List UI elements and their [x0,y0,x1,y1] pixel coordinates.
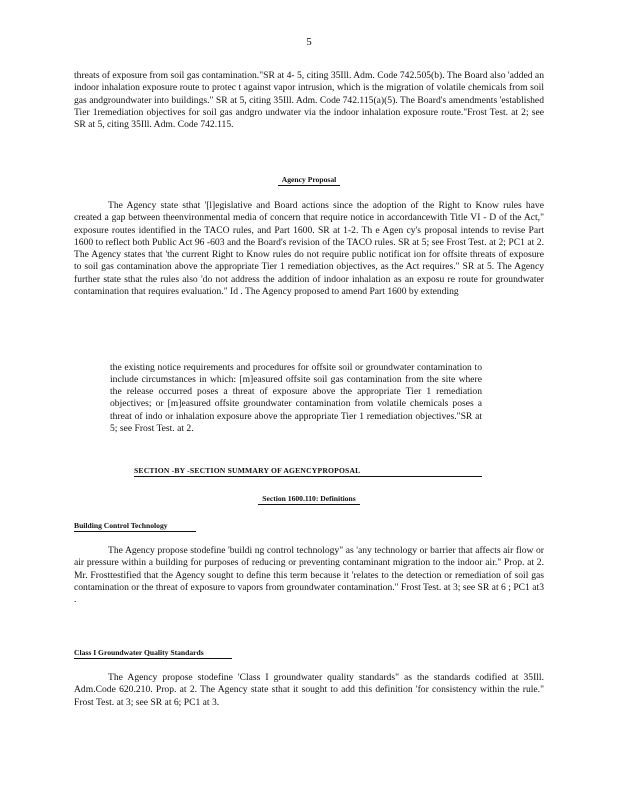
agency-proposal-quote: the existing notice requirements and procedures for offsite soil or groundwater contamination to include circumstances in which: [m]easured offsite soil gas contamination from the site where the release occurred poses a threat of exposure above the appropriate Tier 1 remediation objectives; or [m]easured offsite groundwater contamination from volatile chemicals poses a threat of indo or inhalation exposure above the appropriate Tier 1 remediation objectives."SR at 5; see Frost Test. at 2. [110,361,482,435]
intro-paragraph: threats of exposure from soil gas contamination."SR at 4- 5, citing 35Ill. Adm. Code 742.505(b). The Board also 'added an indoor inhalation exposure route to protec t against vapor intrusion, which is the migration of volatile chemicals from soil gas andgroundwater into buildings." SR at 5, citing 35Ill. Adm. Code 742.115(a)(5). The Board's amendments 'established Tier 1remediation objectives for soil gas andgro undwater via the indoor inhalation exposure route."Frost Test. at 2; see SR at 5, citing 35Ill. Adm. Code 742.115. [74,70,544,131]
building-control-heading-row [74,521,196,530]
building-control-paragraph: The Agency propose stodefine 'buildi ng control technology" as 'any technology or barrier that affects air flow or air pressure within a building for purposes of reducing or preventing contaminant migration to the indoor air." Prop. at 2. Mr. Frosttestified that the Agency sought to define this term because it 'relates to the detection or remediation of soil gas contamination or the threat of exposure to vapors from groundwater contamination." Frost Test. at 3; see SR at 6 ; PC1 at3 . [74,545,544,606]
definitions-heading-row [0,494,618,503]
building-control-heading: Building Control Technology [74,521,196,532]
agency-proposal-heading: Agency Proposal [278,175,341,186]
agency-proposal-paragraph: The Agency state sthat '[l]egislative and Board actions since the adoption of the Right to Know rules have created a gap between theenvironmental media of concern that require notice in accordancewith Title VI - D of the Act," exposure routes identified in the TACO rules, and Part 1600. SR at 1-2. Th e Agen cy's proposal intends to revise Part 1600 to reflect both Public Act 96 -603 and the Board's revision of the TACO rules. SR at 5; see Frost Test. at 2; PC1 at 2. The Agency states that 'the current Right to Know rules do not require public notificat ion for offsite threats of exposure to soil gas contamination above the appropriate Tier 1 remediation objectives, as the Act requires." SR at 5. The Agency further state sthat the rules also 'do not address the addition of indoor inhalation as an exposu re route for groundwater contamination that requires evaluation." Id . The Agency proposed to amend Part 1600 by extending [74,200,544,298]
class1-block [74,672,544,709]
intro-paragraph-block [74,70,544,131]
page-number: 5 [306,36,312,48]
section-summary-heading: SECTION -BY -SECTION SUMMARY OF AGENCYPROPOSAL [134,466,482,477]
agency-proposal-quote-block [110,352,482,445]
definitions-heading: Section 1600.110: Definitions [258,494,359,505]
agency-proposal-heading-row [0,175,618,184]
class1-paragraph: The Agency propose stodefine 'Class I groundwater quality standards" as the standards codified at 35Ill. Adm.Code 620.210. Prop. at 2. The Agency state sthat it sought to add this definition 'for consistency within the rule." Frost Test. at 3; see SR at 6; PC1 at 3. [74,672,544,708]
agency-proposal-block [74,200,544,298]
building-control-block [74,545,544,606]
class1-heading: Class I Groundwater Quality Standards [74,648,232,659]
class1-heading-row [74,648,232,657]
